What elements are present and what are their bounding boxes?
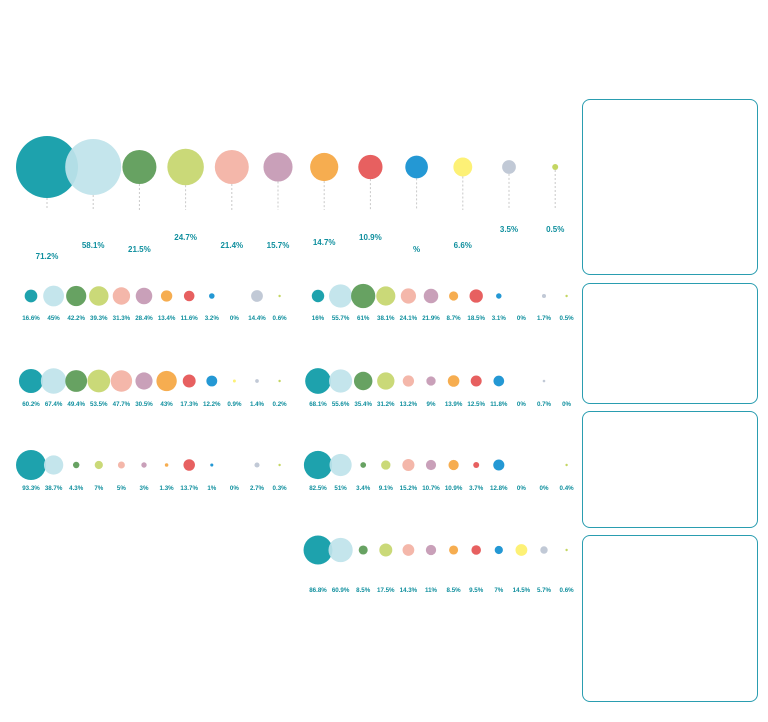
mini-bubble <box>403 375 414 386</box>
mini-bubble-label: 11.8% <box>490 401 508 408</box>
mini-bubble-label: 1.7% <box>536 315 552 322</box>
main-bubble-label: 0.5% <box>546 225 565 234</box>
mini-bubble <box>233 380 236 383</box>
mini-bubble <box>426 460 436 470</box>
mini-bubble-label: 60.2% <box>22 401 40 408</box>
mini-bubble-label: 15.2% <box>399 485 418 492</box>
mini-bubble-label: 60.9% <box>331 587 350 594</box>
mini-bubble-label: 0% <box>516 401 526 408</box>
mini-bubble <box>426 545 436 555</box>
main-bubble <box>263 152 292 181</box>
mini-bubble-label: 86.8% <box>309 587 327 594</box>
mini-bubble <box>87 370 110 393</box>
main-bubble <box>310 153 338 181</box>
mini-bubble <box>16 450 46 480</box>
info-panel-1 <box>582 99 758 275</box>
mini-bubble <box>330 454 352 476</box>
mini-bubble-label: 4.3% <box>69 485 84 492</box>
mini-bubble-label: 21.9% <box>422 315 440 322</box>
mini-bubble-label: 0.2% <box>272 401 287 408</box>
mini-bubble <box>43 286 64 307</box>
main-bubble <box>167 149 204 186</box>
main-bubble-label: 58.1% <box>81 241 105 250</box>
mini-bubble-label: 0% <box>516 485 526 492</box>
main-bubble <box>502 160 516 174</box>
mini-bubble <box>183 375 196 388</box>
mini-bubble-label: 12.8% <box>490 485 508 492</box>
mini-bubble <box>402 459 414 471</box>
mini-bubble <box>73 462 79 468</box>
mini-bubble <box>111 370 132 391</box>
mini-bubble <box>135 372 152 389</box>
mini-bubble <box>165 463 169 467</box>
mini-bubble <box>493 376 504 387</box>
mini-bubble-label: 47.7% <box>112 401 131 408</box>
mini-bubble-label: 18.5% <box>467 315 485 322</box>
mini-bubble-label: 8.5% <box>356 587 371 594</box>
mini-bubble <box>136 288 153 305</box>
mini-bubble-label: 1.3% <box>159 485 174 492</box>
main-bubble-label: % <box>413 245 421 254</box>
mini-bubble-label: 17.3% <box>180 401 198 408</box>
mini-bubble-label: 1.4% <box>249 401 265 408</box>
mini-bubble-label: 7% <box>94 485 104 492</box>
mini-bubble <box>565 464 567 466</box>
mini-bubble <box>426 376 435 385</box>
mini-bubble <box>493 459 504 470</box>
main-bubble <box>122 150 156 184</box>
mini-bubble-label: 11% <box>424 587 438 594</box>
mini-bubble <box>376 286 395 305</box>
mini-bubble <box>495 546 503 554</box>
mini-bubble <box>206 376 217 387</box>
mini-bubble-label: 9% <box>426 401 436 408</box>
mini-bubble <box>66 286 86 306</box>
main-bubble-label: 15.7% <box>266 241 290 250</box>
mini-bubble <box>278 295 280 297</box>
mini-bubble <box>278 464 280 466</box>
mini-bubble <box>542 294 546 298</box>
mini-bubble <box>156 371 176 391</box>
mini-bubble <box>113 287 130 304</box>
mini-bubble-label: 3.1% <box>491 315 506 322</box>
mini-bubble <box>403 544 415 556</box>
mini-bubble-label: 13.4% <box>157 315 176 322</box>
mini-bubble <box>354 372 372 390</box>
main-bubble <box>453 158 472 177</box>
mini-bubble-label: 30.5% <box>135 401 153 408</box>
mini-bubble <box>305 368 331 394</box>
mini-bubble-label: 7% <box>494 587 504 594</box>
mini-bubble <box>304 536 333 565</box>
mini-bubble-label: 10.7% <box>422 485 440 492</box>
mini-bubble-label: 28.4% <box>135 315 153 322</box>
mini-bubble-label: 9.5% <box>469 587 484 594</box>
mini-bubble <box>540 546 547 553</box>
mini-bubble <box>448 460 458 470</box>
main-bubble-label: 24.7% <box>174 233 197 242</box>
main-bubble <box>405 156 428 179</box>
mini-bubble <box>449 545 458 554</box>
mini-bubble <box>95 461 103 469</box>
mini-bubble <box>379 544 392 557</box>
mini-bubble <box>255 379 259 383</box>
mini-bubble-label: 53.5% <box>90 401 108 408</box>
mini-bubble-label: 16% <box>311 315 325 322</box>
mini-bubble-label: 55.7% <box>331 315 350 322</box>
main-bubble-label: 21.5% <box>128 245 151 254</box>
mini-bubble-label: 9.1% <box>378 485 393 492</box>
mini-bubble-label: 3% <box>139 485 149 492</box>
info-panel-2 <box>582 283 758 404</box>
mini-bubble-label: 45% <box>47 315 60 322</box>
mini-bubble <box>565 549 567 551</box>
mini-bubble <box>184 291 195 302</box>
mini-bubble-label: 39.3% <box>90 315 108 322</box>
mini-bubble <box>471 545 481 555</box>
mini-bubble <box>351 284 375 308</box>
mini-bubble-label: 13.9% <box>444 401 463 408</box>
main-bubble <box>358 155 382 179</box>
mini-bubble <box>65 370 87 392</box>
mini-bubble-label: 10.9% <box>444 485 463 492</box>
main-bubble-label: 10.9% <box>359 233 382 242</box>
mini-bubble <box>141 462 146 467</box>
mini-bubble <box>254 462 259 467</box>
mini-bubble-label: 0% <box>229 315 239 322</box>
mini-bubble-label: 0.4% <box>559 485 574 492</box>
mini-bubble-label: 14.3% <box>399 587 418 594</box>
mini-bubble <box>278 380 280 382</box>
mini-bubble-label: 3.7% <box>469 485 484 492</box>
mini-bubble-label: 38.1% <box>377 315 395 322</box>
mini-bubble <box>304 451 332 479</box>
mini-bubble-label: 0.3% <box>272 485 287 492</box>
mini-bubble <box>210 463 213 466</box>
mini-bubble <box>312 290 324 302</box>
mini-bubble-label: 24.1% <box>399 315 418 322</box>
mini-bubble-label: 0% <box>516 315 526 322</box>
mini-bubble-label: 1% <box>207 485 217 492</box>
mini-bubble-label: 8.7% <box>446 315 461 322</box>
main-bubble <box>215 150 249 184</box>
mini-bubble-label: 61% <box>357 315 370 322</box>
mini-bubble-label: 38.7% <box>44 485 63 492</box>
main-bubble <box>65 139 121 195</box>
mini-bubble <box>44 455 63 474</box>
mini-bubble-label: 3.2% <box>204 315 219 322</box>
mini-bubble-label: 68.1% <box>309 401 327 408</box>
mini-bubble-label: 67.4% <box>44 401 63 408</box>
mini-bubble-label: 8.5% <box>446 587 461 594</box>
mini-bubble-label: 93.3% <box>22 485 40 492</box>
mini-bubble-label: 43% <box>160 401 173 408</box>
mini-bubble <box>515 544 527 556</box>
mini-bubble-label: 14.5% <box>512 587 531 594</box>
mini-bubble <box>41 368 66 393</box>
mini-bubble <box>496 293 501 298</box>
mini-bubble-label: 12.2% <box>203 401 221 408</box>
mini-bubble <box>449 291 458 300</box>
mini-bubble-label: 31.2% <box>377 401 395 408</box>
mini-bubble-label: 0% <box>562 401 572 408</box>
mini-bubble-label: 12.5% <box>467 401 485 408</box>
mini-bubble <box>359 545 368 554</box>
mini-bubble <box>381 460 390 469</box>
main-bubble-label: 21.4% <box>220 241 244 250</box>
mini-bubble-label: 3.4% <box>356 485 371 492</box>
mini-bubble-label: 16.6% <box>22 315 40 322</box>
mini-bubble-label: 14.4% <box>248 315 266 322</box>
mini-bubble-label: 55.6% <box>331 401 350 408</box>
mini-bubble <box>118 462 125 469</box>
mini-bubble <box>401 288 416 303</box>
mini-bubble-label: 2.7% <box>249 485 265 492</box>
mini-bubble <box>360 462 366 468</box>
mini-bubble-label: 51% <box>334 485 347 492</box>
main-bubble-label: 3.5% <box>499 225 519 234</box>
mini-bubble-label: 42.2% <box>67 315 85 322</box>
mini-bubble <box>565 295 567 297</box>
mini-bubble-label: 31.3% <box>112 315 131 322</box>
mini-bubble-label: 0% <box>539 485 549 492</box>
mini-bubble <box>161 290 172 301</box>
mini-bubble-label: 0.9% <box>227 401 242 408</box>
info-panel-3 <box>582 411 758 528</box>
main-bubble-label: 6.6% <box>453 241 472 250</box>
mini-bubble-label: 5% <box>116 485 126 492</box>
mini-bubble-label: 17.5% <box>377 587 395 594</box>
mini-bubble-label: 35.4% <box>354 401 372 408</box>
main-bubble-label: 71.2% <box>35 252 59 261</box>
mini-bubble <box>25 290 38 303</box>
mini-bubble <box>183 459 194 470</box>
mini-bubble <box>471 376 482 387</box>
mini-bubble <box>377 372 394 389</box>
mini-bubble-label: 49.4% <box>67 401 85 408</box>
mini-bubble <box>473 462 479 468</box>
mini-bubble <box>329 369 352 392</box>
mini-bubble <box>424 289 439 304</box>
mini-bubble <box>328 538 352 562</box>
mini-bubble-label: 0.6% <box>272 315 287 322</box>
mini-bubble-label: 11.6% <box>180 315 198 322</box>
mini-bubble-label: 0.6% <box>559 587 574 594</box>
mini-bubble <box>448 375 460 387</box>
mini-bubble-label: 0% <box>229 485 239 492</box>
mini-bubble <box>543 380 546 383</box>
mini-bubble <box>470 289 483 302</box>
main-bubble-label: 14.7% <box>312 238 336 247</box>
mini-bubble-label: 13.7% <box>180 485 198 492</box>
mini-bubble <box>89 286 108 305</box>
mini-bubble-label: 0.5% <box>559 315 574 322</box>
mini-bubble <box>209 293 215 299</box>
mini-bubble <box>251 290 263 302</box>
mini-bubble-label: 13.2% <box>399 401 418 408</box>
mini-bubble <box>19 369 43 393</box>
main-bubble <box>552 164 558 170</box>
mini-bubble-label: 5.7% <box>536 587 552 594</box>
mini-bubble-label: 82.5% <box>309 485 327 492</box>
mini-bubble-label: 0.7% <box>536 401 552 408</box>
mini-bubble <box>329 284 352 307</box>
info-panel-4 <box>582 535 758 702</box>
